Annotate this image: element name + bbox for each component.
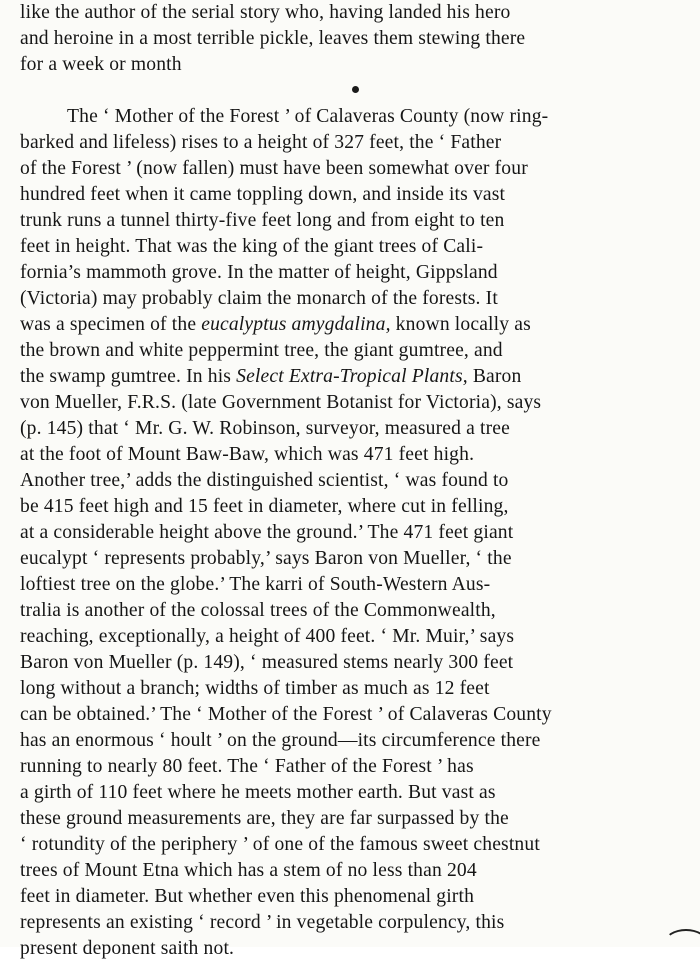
text-line: present deponent saith not. <box>20 938 235 959</box>
text-line: reaching, exceptionally, a height of 400 feet. ‘ Mr. Muir,’ says <box>20 626 515 647</box>
text-line: (Victoria) may probably claim the monarch of the forests. It <box>20 288 498 309</box>
text-line: Another tree,’ adds the distinguished scientist, ‘ was found to <box>20 470 509 491</box>
text-line: has an enormous ‘ hoult ’ on the ground—its circumference there <box>20 730 541 751</box>
italic-title-text: Select Extra-Tropical Plants, <box>236 366 468 387</box>
text-line: of the Forest ’ (now fallen) must have been somewhat over four <box>20 158 528 179</box>
text-line: long without a branch; widths of timber as much as 12 feet <box>20 678 490 699</box>
text-line: trunk runs a tunnel thirty-five feet long and from eight to ten <box>20 210 505 231</box>
text-line <box>20 312 695 338</box>
text-segment: was a specimen of the <box>20 314 202 335</box>
text-line: fornia’s mammoth grove. In the matter of height, Gippsland <box>20 262 498 283</box>
text-line: be 415 feet high and 15 feet in diameter, where cut in felling, <box>20 496 509 517</box>
body-text <box>20 0 695 962</box>
text-line: at the foot of Mount Baw-Baw, which was 471 feet high. <box>20 444 475 465</box>
text-line: hundred feet when it came toppling down, and inside its vast <box>20 184 506 205</box>
text-line: (p. 145) that ‘ Mr. G. W. Robinson, surveyor, measured a tree <box>20 418 510 439</box>
text-line: can be obtained.’ The ‘ Mother of the Forest ’ of Calaveras County <box>20 704 552 725</box>
text-line: barked and lifeless) rises to a height of 327 feet, the ‘ Father <box>20 132 502 153</box>
italic-title-text: eucalyptus amygdalina, <box>201 314 391 335</box>
text-line: tralia is another of the colossal trees of the Commonwealth, <box>20 600 496 621</box>
text-line: von Mueller, F.R.S. (late Government Botanist for Victoria), says <box>20 392 542 413</box>
text-line: The ‘ Mother of the Forest ’ of Calaveras County (now ring- <box>67 106 549 127</box>
text-line: at a considerable height above the ground.’ The 471 feet giant <box>20 522 514 543</box>
text-segment: known locally as <box>390 314 531 335</box>
text-line: trees of Mount Etna which has a stem of no less than 204 <box>20 860 477 881</box>
text-line: running to nearly 80 feet. The ‘ Father of the Forest ’ has <box>20 756 474 777</box>
text-segment: Baron <box>467 366 522 387</box>
text-line: the brown and white peppermint tree, the giant gumtree, and <box>20 340 503 361</box>
text-line: ‘ rotundity of the periphery ’ of one of the famous sweet chestnut <box>20 834 540 855</box>
text-line: like the author of the serial story who, having landed his hero <box>20 2 511 23</box>
page-corner-mark <box>664 929 700 957</box>
text-line: loftiest tree on the globe.’ The karri of South-Western Aus- <box>20 574 491 595</box>
text-segment: the swamp gumtree. In his <box>20 366 237 387</box>
text-line: Baron von Mueller (p. 149), ‘ measured stems nearly 300 feet <box>20 652 514 673</box>
text-line: represents an existing ‘ record ’ in vegetable corpulency, this <box>20 912 505 933</box>
text-line: and heroine in a most terrible pickle, leaves them stewing there <box>20 28 526 49</box>
text-line: these ground measurements are, they are far surpassed by the <box>20 808 509 829</box>
text-line: feet in diameter. But whether even this phenomenal girth <box>20 886 475 907</box>
text-line: eucalypt ‘ represents probably,’ says Baron von Mueller, ‘ the <box>20 548 512 569</box>
text-line: for a week or month <box>20 54 182 75</box>
text-line <box>20 364 695 390</box>
section-break-dot <box>352 86 359 93</box>
text-line: a girth of 110 feet where he meets mother earth. But vast as <box>20 782 496 803</box>
text-line: feet in height. That was the king of the giant trees of Cali- <box>20 236 484 257</box>
